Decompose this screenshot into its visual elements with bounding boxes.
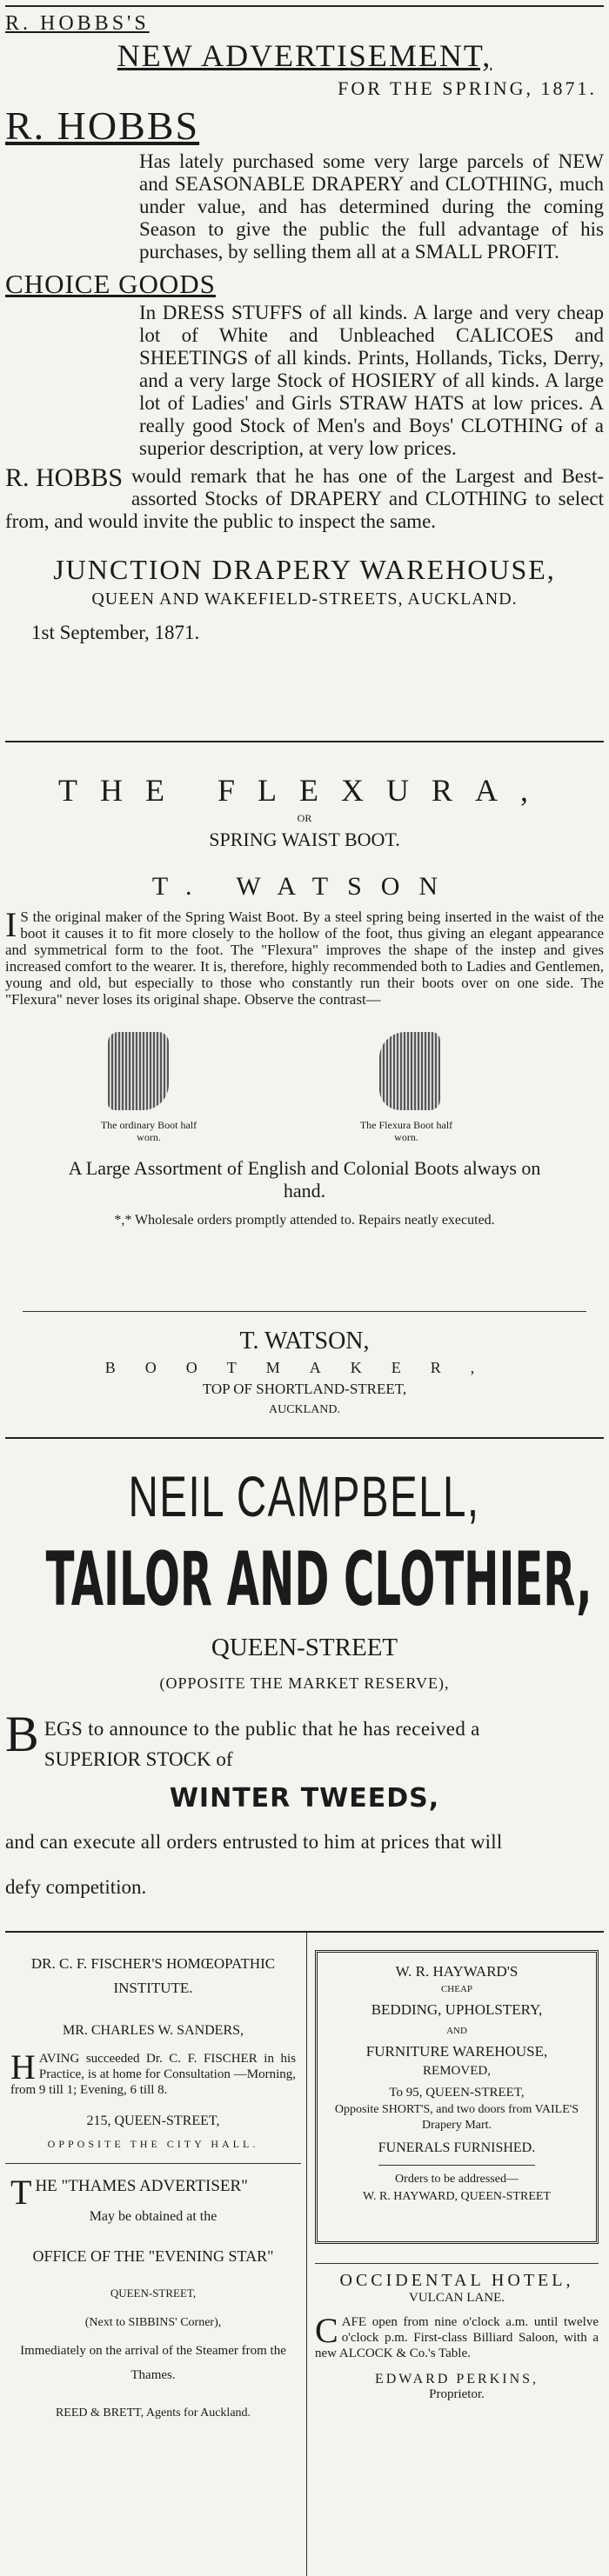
campbell-street: QUEEN-STREET bbox=[211, 1634, 398, 1661]
hobbs-closing-paragraph bbox=[5, 465, 604, 533]
thames-line-1: May be obtained at the bbox=[89, 2209, 218, 2224]
fischer-body: AVING succeeded Dr. C. F. FISCHER in his Practice, is at home for Consultation —Morning, from 9 till 1; Evening, 6 till 8. bbox=[10, 2052, 296, 2097]
occidental-body-paragraph bbox=[315, 2311, 599, 2361]
boot-illustrations bbox=[5, 1023, 604, 1154]
fischer-doctor: MR. CHARLES W. SANDERS, bbox=[62, 2023, 244, 2038]
campbell-line-2: SUPERIOR STOCK of bbox=[44, 1748, 233, 1770]
campbell-name bbox=[5, 1463, 604, 1531]
occidental-body: AFE open from nine o'clock a.m. until twelve o'clock p.m. First-class Billiard Saloon, with a new ALCOCK & Co.'s Table. bbox=[315, 2315, 599, 2360]
thames-corner: (Next to SIBBINS' Corner), bbox=[84, 2316, 222, 2329]
hayward-name: W. R. HAYWARD'S bbox=[395, 1963, 519, 1980]
occidental-proprietor: EDWARD PERKINS, bbox=[374, 2372, 539, 2386]
ordinary-boot-image bbox=[108, 1032, 169, 1110]
thames-drop-cap: T bbox=[10, 2173, 32, 2212]
hayward-funerals: FUNERALS FURNISHED. bbox=[378, 2140, 536, 2155]
hobbs-name: R. HOBBS bbox=[5, 103, 200, 148]
thames-advertisement bbox=[5, 2164, 301, 2420]
occidental-lane: VULCAN LANE. bbox=[409, 2291, 505, 2305]
flexura-drop-cap: I bbox=[5, 905, 17, 944]
campbell-body bbox=[5, 1706, 604, 1899]
watson-trade: BOOTMAKER, bbox=[104, 1359, 505, 1376]
hobbs-advertisement bbox=[5, 12, 604, 741]
flexura-wholesale: *,* Wholesale orders promptly attended to. Repairs neatly executed. bbox=[114, 1213, 495, 1228]
bottom-columns bbox=[5, 1933, 604, 2576]
hobbs-choice-text: In DRESS STUFFS of all kinds. A large and very cheap lot of White and Unbleached CALICOES and SHEETINGS of all kinds. Prints, Hollands, Ticks, Derry, and a very large Stock of HOSIERY of all kinds. A large lot of Ladies' and Girls STRAW HATS at low prices. A really good Stock of Men's and Boys' CLOTHING of a superior description, at very low prices. bbox=[139, 302, 604, 459]
flexura-subtitle: SPRING WAIST BOOT. bbox=[209, 829, 400, 850]
hobbs-name-2: R. HOBBS bbox=[5, 463, 124, 492]
fischer-drop-cap: H bbox=[10, 2047, 36, 2087]
campbell-name-text: NEIL CAMPBELL, bbox=[129, 1464, 480, 1528]
thames-office: OFFICE OF THE "EVENING STAR" bbox=[32, 2247, 274, 2265]
watson-signature bbox=[5, 1328, 604, 1437]
right-column bbox=[315, 1933, 599, 2402]
campbell-trade-text: TAILOR AND CLOTHIER, bbox=[45, 1536, 592, 1623]
campbell-drop-cap: B bbox=[5, 1706, 39, 1762]
hobbs-date: 1st September, 1871. bbox=[31, 622, 200, 643]
flexura-body-paragraph bbox=[5, 905, 604, 1008]
hobbs-address: QUEEN AND WAKEFIELD-STREETS, AUCKLAND. bbox=[91, 589, 518, 609]
flexura-or: OR bbox=[297, 812, 312, 824]
flexura-advertisement bbox=[5, 772, 604, 1311]
fischer-opposite: OPPOSITE THE CITY HALL. bbox=[47, 2138, 259, 2150]
ordinary-boot-caption: The ordinary Boot half worn. bbox=[100, 1119, 197, 1143]
hayward-removed: REMOVED, bbox=[423, 2064, 491, 2078]
campbell-opposite: (OPPOSITE THE MARKET RESERVE), bbox=[159, 1674, 450, 1692]
campbell-line-4: defy competition. bbox=[5, 1876, 147, 1898]
thames-arrival: Immediately on the arrival of the Steamer from the Thames. bbox=[20, 2344, 286, 2382]
fischer-address: 215, QUEEN-STREET, bbox=[86, 2113, 220, 2128]
thames-street: QUEEN-STREET, bbox=[110, 2286, 197, 2300]
flexura-assortment: A Large Assortment of English and Colonial Boots always on hand. bbox=[68, 1157, 541, 1201]
column-divider bbox=[306, 1933, 307, 2576]
campbell-line-1: EGS to announce to the public that he has received a bbox=[44, 1718, 480, 1740]
occidental-proprietor-title: Proprietor. bbox=[429, 2387, 485, 2401]
hobbs-headline: NEW ADVERTISEMENT, bbox=[117, 38, 492, 73]
hayward-to: To 95, QUEEN-STREET, bbox=[389, 2086, 525, 2100]
watson-name: T. WATSON, bbox=[239, 1328, 370, 1355]
hayward-and: AND bbox=[446, 2026, 467, 2036]
campbell-line-3: and can execute all orders entrusted to him at prices that will bbox=[5, 1831, 503, 1853]
flexura-boot-caption: The Flexura Boot half worn. bbox=[359, 1119, 453, 1143]
hayward-line-2: FURNITURE WAREHOUSE, bbox=[365, 2043, 548, 2060]
flexura-body: S the original maker of the Spring Waist Boot. By a steel spring being inserted in the waist of the boot it causes it to fit more closely to the hollow of the foot, thus giving an elegant appearance and symmetrical form to the foot. The "Flexura" improves the shape of the instep and gives increased comfort to the wearer. It is, therefore, highly recommended both to Ladies and Gentlemen, young and old, but especially to those who constantly run their boots over on one side. The "Flexura" never loses its original shape. Observe the contrast— bbox=[5, 909, 604, 1008]
campbell-advertisement bbox=[5, 1463, 604, 1931]
occidental-title: OCCIDENTAL HOTEL, bbox=[339, 2271, 574, 2290]
campbell-tweeds: WINTER TWEEDS, bbox=[169, 1783, 440, 1814]
hayward-orders: Orders to be addressed— bbox=[395, 2173, 519, 2186]
hobbs-choice-heading: CHOICE GOODS bbox=[5, 269, 216, 299]
hobbs-warehouse: JUNCTION DRAPERY WAREHOUSE, bbox=[53, 554, 556, 585]
hayward-address: W. R. HAYWARD, QUEEN-STREET bbox=[363, 2190, 551, 2203]
watson-address: TOP OF SHORTLAND-STREET, bbox=[202, 1381, 407, 1397]
hobbs-top-name: R. HOBBS'S bbox=[5, 12, 150, 35]
hayward-line-1: BEDDING, UPHOLSTERY, bbox=[371, 2001, 543, 2018]
flexura-maker: T. WATSON bbox=[151, 872, 458, 901]
campbell-trade bbox=[5, 1536, 604, 1627]
thames-title: HE "THAMES ADVERTISER" bbox=[35, 2177, 248, 2195]
hayward-advertisement bbox=[315, 1950, 599, 2244]
hobbs-subhead: FOR THE SPRING, 1871. bbox=[338, 77, 597, 99]
watson-city: AUCKLAND. bbox=[268, 1403, 341, 1416]
occidental-drop-cap: C bbox=[315, 2311, 338, 2350]
hobbs-closing: would remark that he has one of the Largest and Best-assorted Stocks of DRAPERY and CLOTHING to select from, and would invite the public to inspect the same. bbox=[5, 465, 604, 532]
left-column bbox=[5, 1933, 301, 2420]
thames-title-line bbox=[10, 2173, 296, 2212]
fischer-advertisement bbox=[5, 1933, 301, 2151]
hayward-cheap: CHEAP bbox=[440, 1984, 473, 1994]
hayward-opposite: Opposite SHORT'S, and two doors from VAILE'S Drapery Mart. bbox=[334, 2103, 579, 2132]
thames-agents: REED & BRETT, Agents for Auckland. bbox=[55, 2406, 251, 2420]
hobbs-intro: Has lately purchased some very large parcels of NEW and SEASONABLE DRAPERY and CLOTHING, much under value, and has determined during the coming Season to give the public the full advantage of his purchases, by selling them all at a SMALL PROFIT. bbox=[139, 150, 604, 263]
occidental-advertisement bbox=[315, 2264, 599, 2402]
newspaper-page bbox=[0, 5, 609, 2553]
flexura-boot-image bbox=[379, 1032, 440, 1110]
fischer-body-paragraph bbox=[10, 2047, 296, 2098]
fischer-title: DR. C. F. FISCHER'S HOMŒOPATHIC INSTITUTE. bbox=[30, 1955, 276, 1996]
flexura-title: THE FLEXURA, bbox=[58, 773, 551, 808]
